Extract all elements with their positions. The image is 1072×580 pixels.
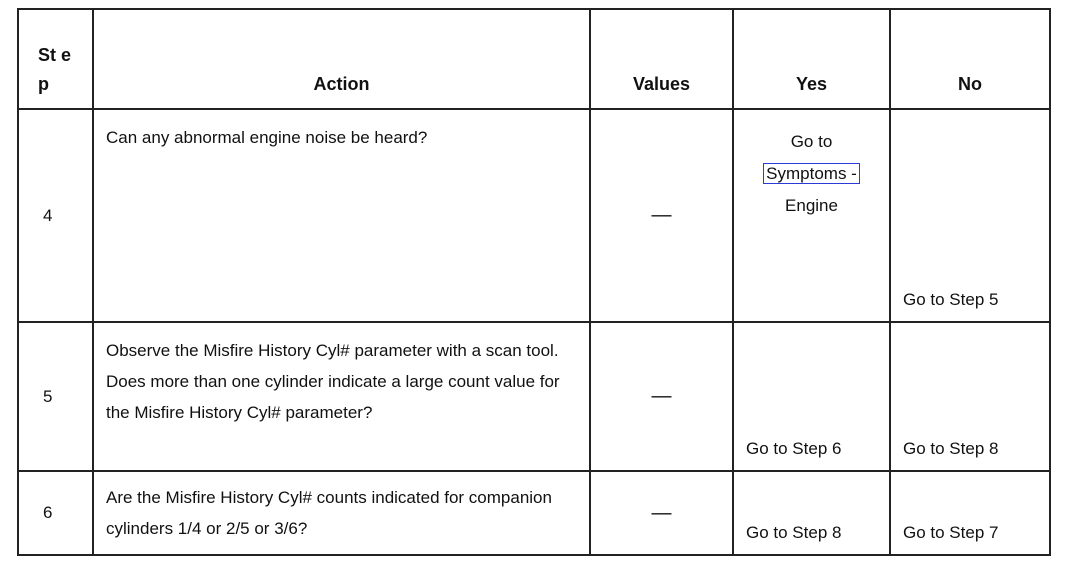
values-cell: — — [590, 471, 733, 555]
diagnostic-table — [17, 8, 1051, 556]
yes-prefix: Go to — [790, 132, 833, 151]
table-row — [18, 109, 1050, 322]
action-header-label: Action — [313, 74, 370, 94]
step-number: 6 — [18, 471, 93, 555]
action-text: Observe the Misfire History Cyl# parameter with a scan tool. Does more than one cylinder indicate a large count value for the Misfire History Cyl# parameter? — [93, 322, 590, 471]
go-to-step-5-link[interactable]: Go to Step 5 — [903, 290, 999, 309]
go-to-step-8-link[interactable]: Go to Step 8 — [746, 523, 842, 542]
header-row — [18, 9, 1050, 109]
step-number: 5 — [18, 322, 93, 471]
yes-cell — [733, 109, 890, 322]
no-column-header — [890, 9, 1050, 109]
step-header-label: St ep — [38, 45, 72, 94]
go-to-step-6-link[interactable]: Go to Step 6 — [746, 439, 842, 458]
yes-link-block — [734, 126, 889, 222]
yes-header-label: Yes — [795, 74, 828, 94]
action-column-header — [93, 9, 590, 109]
no-cell — [890, 109, 1050, 322]
table-row — [18, 322, 1050, 471]
step-number: 4 — [18, 109, 93, 322]
values-column-header — [590, 9, 733, 109]
action-text: Can any abnormal engine noise be heard? — [93, 109, 590, 322]
no-cell — [890, 471, 1050, 555]
table-row — [18, 471, 1050, 555]
action-text: Are the Misfire History Cyl# counts indicated for companion cylinders 1/4 or 2/5 or 3/6? — [93, 471, 590, 555]
step-column-header — [18, 9, 93, 109]
values-header-label: Values — [632, 74, 691, 94]
yes-column-header — [733, 9, 890, 109]
go-to-step-7-link[interactable]: Go to Step 7 — [903, 523, 999, 542]
yes-cell — [733, 322, 890, 471]
yes-suffix: Engine — [785, 196, 838, 215]
no-cell — [890, 322, 1050, 471]
no-header-label: No — [958, 74, 982, 94]
symptoms-engine-link[interactable]: Symptoms - — [763, 163, 860, 184]
go-to-step-8-link[interactable]: Go to Step 8 — [903, 439, 999, 458]
yes-cell — [733, 471, 890, 555]
values-cell: — — [590, 322, 733, 471]
values-cell: — — [590, 109, 733, 322]
